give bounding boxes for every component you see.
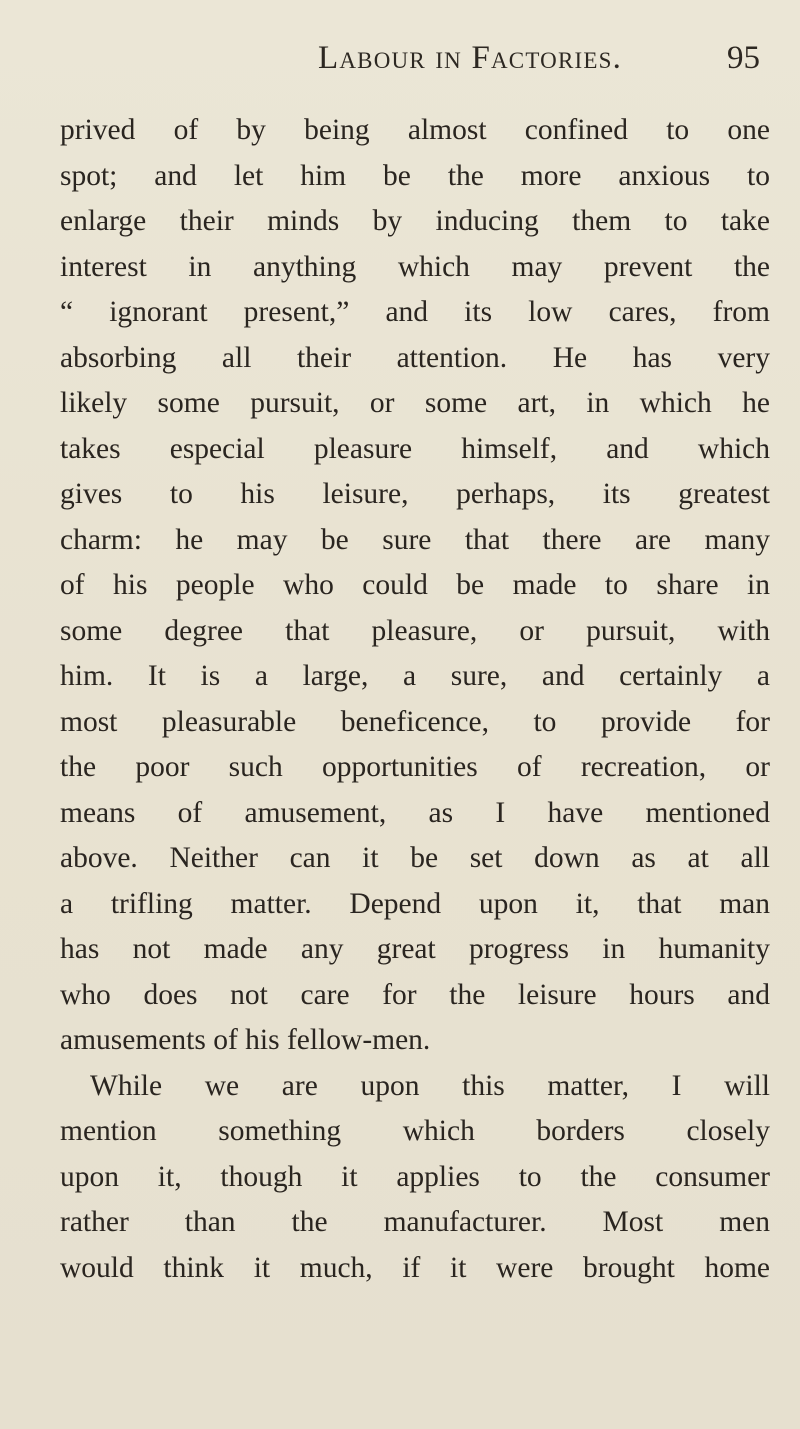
text-line: mention something which borders closely: [60, 1115, 770, 1147]
text-line: charm: he may be sure that there are many: [60, 523, 770, 556]
page-number: 95: [727, 40, 760, 76]
text-line: prived of by being almost confined to one: [60, 114, 770, 146]
text-line: upon it, though it applies to the consumer: [60, 1160, 770, 1193]
text-line: means of amusement, as I have mentioned: [60, 796, 770, 829]
text-line: rather than the manufacturer. Most men: [60, 1206, 770, 1238]
running-title: Labour in Factories.: [318, 40, 623, 76]
text-line: the poor such opportunities of recreation, or: [60, 751, 770, 783]
text-line: amusements of his fellow-men.: [60, 1024, 431, 1056]
text-line: enlarge their minds by inducing them to take: [60, 205, 770, 237]
text-line: would think it much, if it were brought home: [60, 1251, 770, 1284]
text-line: spot; and let him be the more anxious to: [60, 159, 770, 192]
text-line: “ ignorant present,” and its low cares, from: [60, 296, 770, 328]
text-line: While we are upon this matter, I will: [90, 1069, 770, 1102]
body-text: [60, 108, 770, 1291]
text-line: takes especial pleasure himself, and which: [60, 432, 770, 465]
text-line: gives to his leisure, perhaps, its greatest: [60, 478, 770, 510]
text-line: interest in anything which may prevent the: [60, 250, 770, 283]
running-head: [0, 40, 800, 90]
text-line: above. Neither can it be set down as at all: [60, 842, 770, 874]
text-line: absorbing all their attention. He has very: [60, 341, 770, 374]
text-line: him. It is a large, a sure, and certainly a: [60, 660, 770, 692]
text-line: a trifling matter. Depend upon it, that man: [60, 887, 770, 920]
text-line: who does not care for the leisure hours and: [60, 978, 770, 1011]
text-line: likely some pursuit, or some art, in which he: [60, 387, 770, 419]
text-line: most pleasurable beneficence, to provide for: [60, 705, 770, 738]
text-line: of his people who could be made to share in: [60, 569, 770, 601]
text-line: has not made any great progress in humanity: [60, 933, 770, 965]
text-line: some degree that pleasure, or pursuit, with: [60, 614, 770, 647]
